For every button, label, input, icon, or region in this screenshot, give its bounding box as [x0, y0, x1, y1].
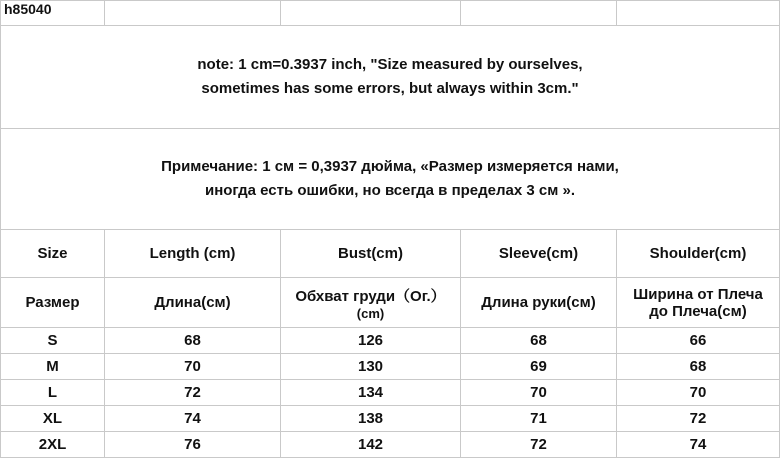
header-bust-ru-line-1: Обхват груди（Ог.）	[295, 287, 446, 305]
cell-size: M	[1, 354, 105, 380]
code-row	[1, 1, 780, 26]
note-en-line-1: note: 1 cm=0.3937 inch, "Size measured by ourselves,	[197, 56, 583, 73]
empty-cell	[105, 1, 281, 26]
header-bust: Bust(cm)	[281, 230, 461, 278]
header-bust-ru	[281, 278, 461, 328]
empty-cell	[461, 1, 617, 26]
note-english	[1, 26, 780, 129]
table-row	[1, 380, 780, 406]
cell-length: 76	[105, 432, 281, 458]
cell-size: 2XL	[1, 432, 105, 458]
cell-bust: 130	[281, 354, 461, 380]
cell-shoulder: 70	[617, 380, 780, 406]
cell-sleeve: 69	[461, 354, 617, 380]
empty-cell	[281, 1, 461, 26]
header-length: Length (cm)	[105, 230, 281, 278]
header-size-ru: Размер	[1, 278, 105, 328]
header-shoulder: Shoulder(cm)	[617, 230, 780, 278]
note-en-row	[1, 26, 780, 129]
cell-length: 74	[105, 406, 281, 432]
note-ru-row	[1, 129, 780, 230]
cell-length: 68	[105, 328, 281, 354]
note-russian	[1, 129, 780, 230]
cell-bust: 142	[281, 432, 461, 458]
cell-sleeve: 71	[461, 406, 617, 432]
cell-sleeve: 68	[461, 328, 617, 354]
cell-sleeve: 70	[461, 380, 617, 406]
header-sleeve: Sleeve(cm)	[461, 230, 617, 278]
cell-bust: 134	[281, 380, 461, 406]
note-en-line-2: sometimes has some errors, but always within 3cm."	[201, 80, 579, 97]
table-row	[1, 354, 780, 380]
cell-sleeve: 72	[461, 432, 617, 458]
table-row	[1, 406, 780, 432]
cell-size: XL	[1, 406, 105, 432]
cell-shoulder: 68	[617, 354, 780, 380]
cell-bust: 126	[281, 328, 461, 354]
header-size: Size	[1, 230, 105, 278]
cell-shoulder: 74	[617, 432, 780, 458]
note-ru-line-2: иногда есть ошибки, но всегда в пределах 3 см ».	[204, 182, 576, 199]
header-sleeve-ru: Длина руки(см)	[461, 278, 617, 328]
empty-cell	[617, 1, 780, 26]
header-bust-ru-line-2: (cm)	[356, 305, 385, 321]
table-row	[1, 432, 780, 458]
cell-bust: 138	[281, 406, 461, 432]
cell-size: S	[1, 328, 105, 354]
cell-length: 70	[105, 354, 281, 380]
cell-shoulder: 66	[617, 328, 780, 354]
cell-length: 72	[105, 380, 281, 406]
note-ru-line-1: Примечание: 1 см = 0,3937 дюйма, «Размер измеряется нами,	[161, 158, 619, 175]
header-shoulder-ru-line-1: Ширина от Плеча	[633, 285, 763, 303]
header-shoulder-ru-line-2: до Плеча(см)	[649, 302, 747, 320]
header-shoulder-ru	[617, 278, 780, 328]
cell-shoulder: 72	[617, 406, 780, 432]
header-row-ru	[1, 278, 780, 328]
header-length-ru: Длина(см)	[105, 278, 281, 328]
cell-size: L	[1, 380, 105, 406]
header-row-en	[1, 230, 780, 278]
product-code: h85040	[1, 1, 105, 26]
table-row	[1, 328, 780, 354]
